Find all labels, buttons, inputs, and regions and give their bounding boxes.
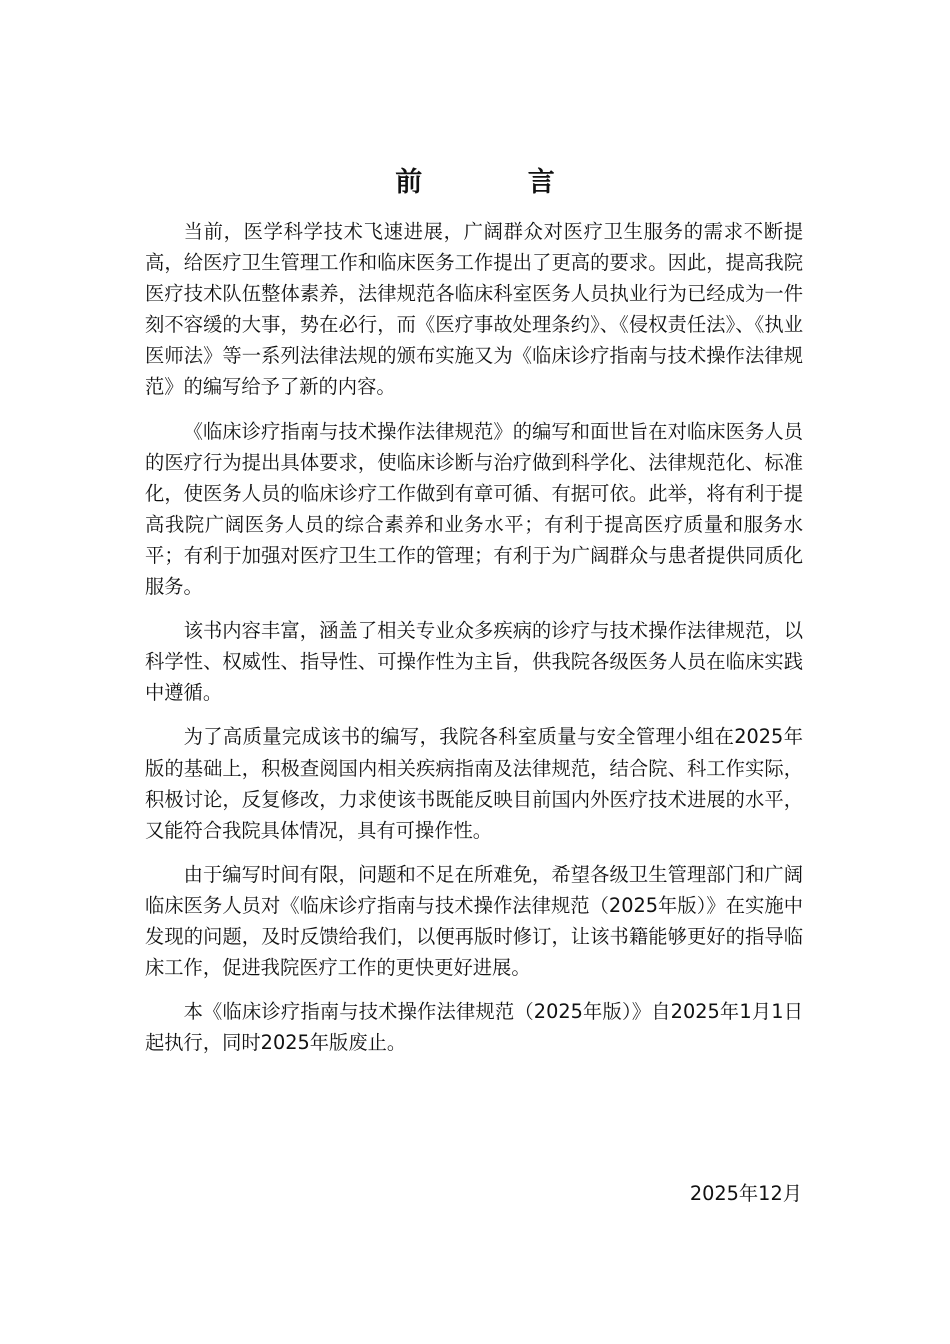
signature-date: 2025年12月 [689, 1182, 802, 1205]
paragraph-4: 为了高质量完成该书的编写，我院各科室质量与安全管理小组在2025年版的基础上，积极查阅国内相关疾病指南及法律规范，结合院、科工作实际，积极讨论，反复修改，力求使该书既能反映目前国内外医疗技术进展的水平，又能符合我院具体情况，具有可操作性。 [145, 725, 803, 842]
paragraph-1: 当前，医学科学技术飞速进展，广阔群众对医疗卫生服务的需求不断提高，给医疗卫生管理工作和临床医务工作提出了更高的要求。因此，提高我院医疗技术队伍整体素养，法律规范各临床科室医务人员执业行为已经成为一件刻不容缓的大事，势在必行，而《医疗事故处理条约》、《侵权责任法》、《执业医师法》等一系列法律法规的颁布实施又为《临床诊疗指南与技术操作法律规范》的编写给予了新的内容。 [145, 220, 803, 399]
paragraph-5: 由于编写时间有限，问题和不足在所难免，希望各级卫生管理部门和广阔临床医务人员对《临床诊疗指南与技术操作法律规范（2025年版）》在实施中发现的问题，及时反馈给我们，以便再版时修订，让该书籍能够更好的指导临床工作，促进我院医疗工作的更快更好进展。 [145, 862, 803, 980]
paragraph-6: 本《临床诊疗指南与技术操作法律规范（2025年版）》自2025年1月1日起执行，同时2025年版废止。 [145, 1000, 803, 1055]
paragraph-3: 该书内容丰富，涵盖了相关专业众多疾病的诊疗与技术操作法律规范，以科学性、权威性、指导性、可操作性为主旨，供我院各级医务人员在临床实践中遵循。 [145, 619, 803, 705]
paragraph-2: 《临床诊疗指南与技术操作法律规范》的编写和面世旨在对临床医务人员的医疗行为提出具体要求，使临床诊断与治疗做到科学化、法律规范化、标准化，使医务人员的临床诊疗工作做到有章可循、有据可依。此举，将有利于提高我院广阔医务人员的综合素养和业务水平；有利于提高医疗质量和服务水平；有利于加强对医疗卫生工作的管理；有利于为广阔群众与患者提供同质化服务。 [145, 419, 803, 599]
preface-body [145, 216, 803, 1071]
page-title: 前 言 [395, 167, 603, 198]
